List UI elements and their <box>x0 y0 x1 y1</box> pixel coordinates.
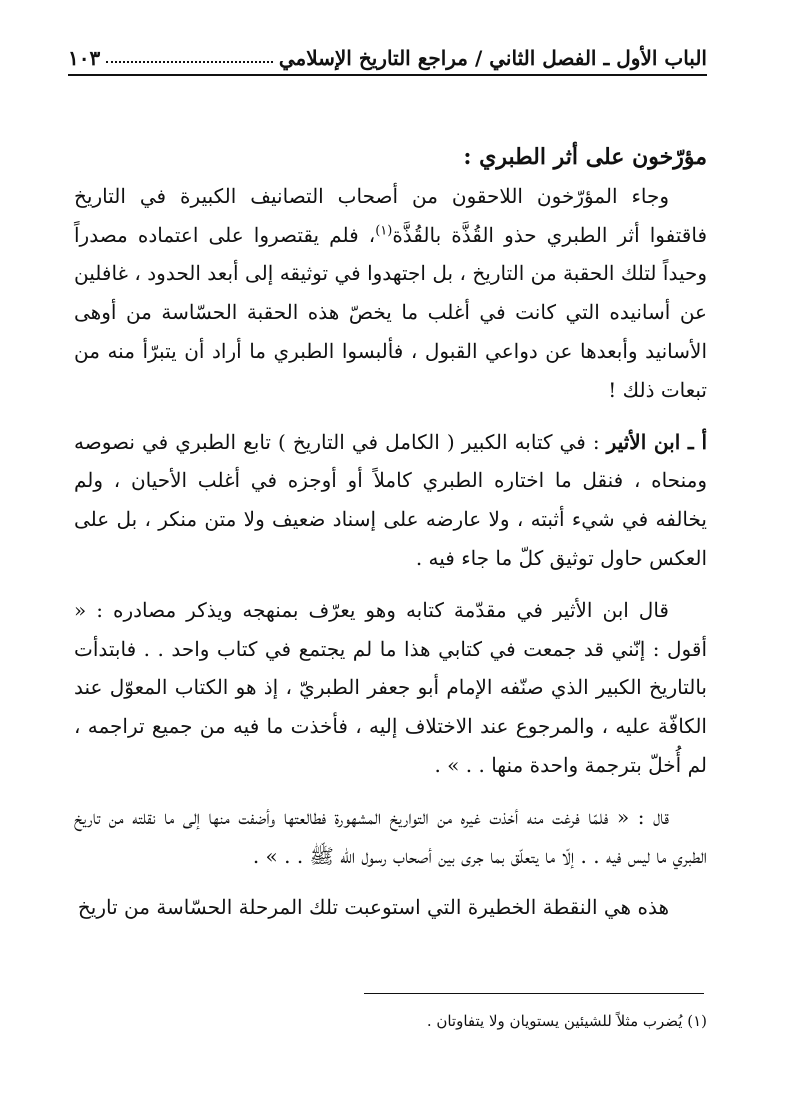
paragraph-1 <box>74 177 707 410</box>
paragraph-4: قال : « فلمّا فرغت منه أخذت غيره من التواريخ المشهورة فطالعتها وأضفت منها إلى ما نقلته من تاريخ الطبري ما ليس فيه . . إلّا ما يتعلّق بما جرى بين أصحاب رسول الله ﷺ . . » . <box>74 804 707 868</box>
page-body <box>74 138 707 927</box>
paragraph-5: هذه هي النقطة الخطيرة التي استوعبت تلك المرحلة الحسّاسة من تاريخ <box>77 895 669 920</box>
section-heading: مؤرّخون على أثر الطبري : <box>463 144 707 170</box>
paragraph-3: قال ابن الأثير في مقدّمة كتابه وهو يعرّف بمنهجه ويذكر مصادره : « أقول : إنّني قد جمعت في كتابي هذا ما لم يجتمع في كتاب واحد . . فابتدأت بالتاريخ الكبير الذي صنّفه الإمام أبو جعفر الطبريّ ، إذ هو الكتاب المعوّل عند الكافّة عليه ، والمرجوع عند الاختلاف إليه ، فأخذت ما فيه من جميع تراجمه ، لم أُخلّ بترجمة واحدة منها . . » . <box>74 597 707 777</box>
page-number: ١٠٣ <box>68 46 101 70</box>
paragraph-2-lead: أ ـ ابن الأثير <box>606 429 707 454</box>
running-header <box>68 30 707 70</box>
footnote-separator <box>364 993 704 994</box>
paragraph-1-text-a: وجاء المؤرّخون اللاحقون من أصحاب التصانيف الكبيرة في التاريخ فاقتفوا أثر الطبري حذو القُذَّة بالقُذَّة <box>74 183 707 247</box>
footnote-reference: (١) <box>375 222 393 238</box>
paragraph-2-text: : في كتابه الكبير ( الكامل في التاريخ ) تابع الطبري في نصوصه ومنحاه ، فنقل ما اختاره الطبري كاملاً أو أوجزه في أغلب الأحيان ، ولم يخالفه في شيء أثبته ، ولا عارضه على إسناد ضعيف ولا متن منكر ، بل على العكس حاول توثيق كلّ ما جاء فيه . <box>74 429 707 570</box>
footnote: (١) يُضرب مثلاً للشيئين يستويان ولا يتفاوتان . <box>426 1012 707 1030</box>
header-rule <box>68 74 707 76</box>
paragraph-2 <box>74 423 707 578</box>
paragraph-1-text-b: ، فلم يقتصروا على اعتماده مصدراً وحيداً لتلك الحقبة من التاريخ ، بل اجتهدوا في توثيقه إلى أبعد الحدود ، غافلين عن أسانيده التي كانت في أغلب ما يخصّ هذه الحقبة الحسّاسة من أوهى الأسانيد وأبعدها عن دواعي القبول ، فألبسوا الطبري ما أراد أن يتبرّأ منه من تبعات ذلك ! <box>74 222 707 402</box>
header-dot-leader <box>106 61 273 63</box>
header-title: الباب الأول ـ الفصل الثاني / مراجع التاريخ الإسلامي <box>278 46 707 70</box>
